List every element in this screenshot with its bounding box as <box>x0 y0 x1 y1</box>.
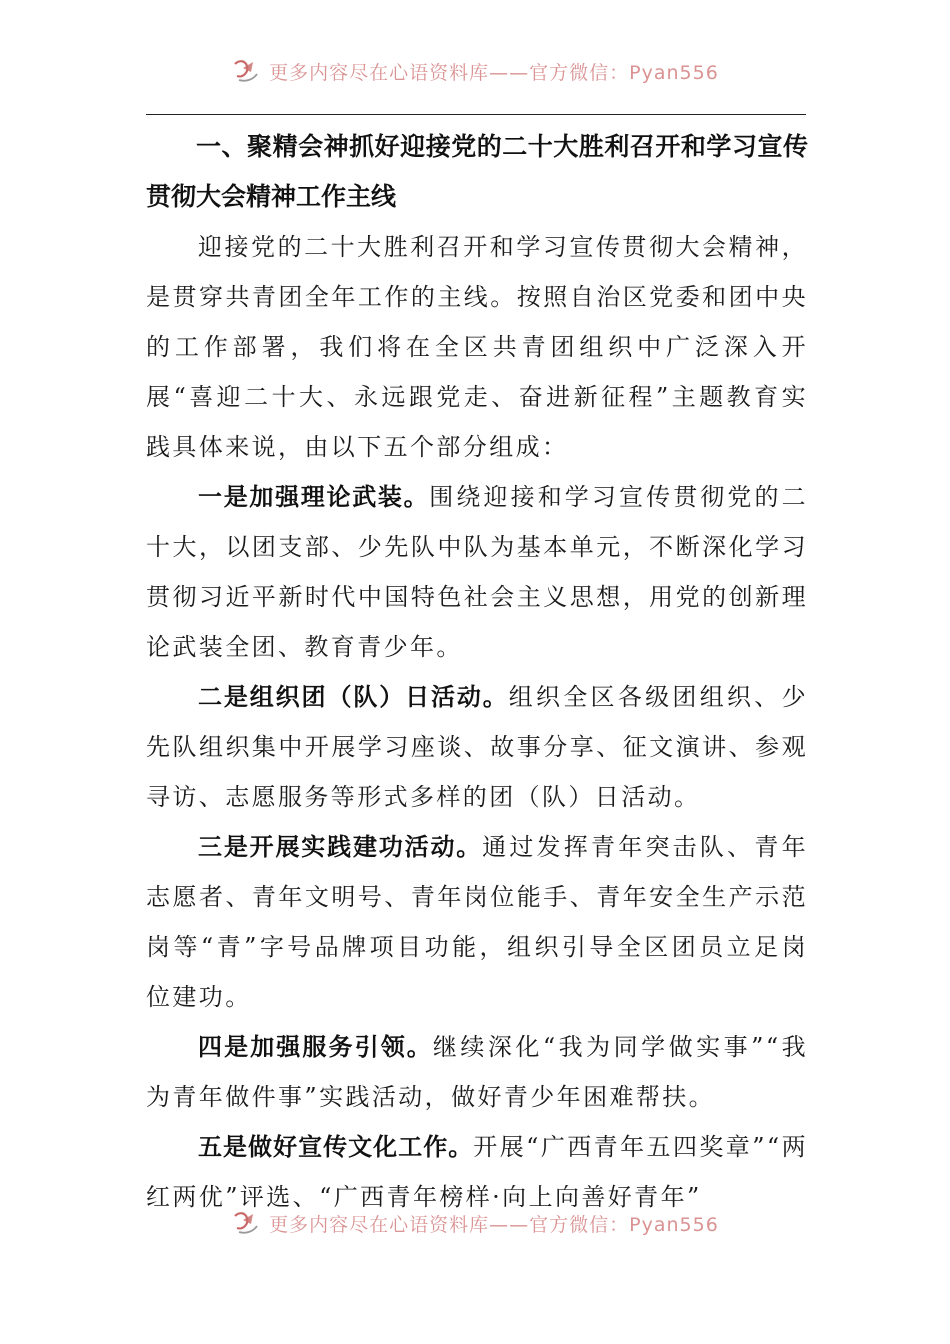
item-lead: 三是开展实践建功活动。 <box>198 833 483 861</box>
item-lead: 五是做好宣传文化工作。 <box>198 1133 474 1161</box>
item-text: 组织全区各级团组织、少先队组织集中开展学习座谈、故事分享、征文演讲、参观寻访、志愿服务等形式多样的团（队）日活动。 <box>146 683 808 811</box>
item-lead: 四是加强服务引领。 <box>198 1033 433 1061</box>
brand-logo-icon <box>231 1210 261 1236</box>
header-watermark <box>0 56 950 86</box>
item-paragraph-4 <box>146 1022 808 1122</box>
watermark-text: 更多内容尽在心语资料库——官方微信：Pyan556 <box>269 61 719 84</box>
header-divider <box>146 114 806 115</box>
watermark-text: 更多内容尽在心语资料库——官方微信：Pyan556 <box>269 1213 719 1236</box>
section-heading: 一、聚精会神抓好迎接党的二十大胜利召开和学习宣传贯彻大会精神工作主线 <box>146 132 808 211</box>
item-paragraph-2 <box>146 672 808 822</box>
item-paragraph-1 <box>146 472 808 672</box>
item-paragraph-5 <box>146 1122 808 1222</box>
item-lead: 一是加强理论武装。 <box>198 483 430 511</box>
footer-watermark <box>0 1208 950 1238</box>
item-text: 开展“广西青年五四奖章”“两红两优”评选、“广西青年榜样·向上向善好青年” <box>146 1133 808 1211</box>
item-text: 继续深化“我为同学做实事”“我为青年做件事”实践活动，做好青少年困难帮扶。 <box>146 1033 809 1111</box>
intro-paragraph: 迎接党的二十大胜利召开和学习宣传贯彻大会精神，是贯穿共青团全年工作的主线。按照自治区党委和团中央的工作部署，我们将在全区共青团组织中广泛深入开展“喜迎二十大、永远跟党走、奋进新征程”主题教育实践具体来说，由以下五个部分组成： <box>146 233 808 461</box>
item-text: 围绕迎接和学习宣传贯彻党的二十大，以团支部、少先队中队为基本单元，不断深化学习贯彻习近平新时代中国特色社会主义思想，用党的创新理论武装全团、教育青少年。 <box>146 483 808 661</box>
item-lead: 二是组织团（队）日活动。 <box>198 683 509 711</box>
item-text: 通过发挥青年突击队、青年志愿者、青年文明号、青年岗位能手、青年安全生产示范岗等“青”字号品牌项目功能，组织引导全区团员立足岗位建功。 <box>146 833 808 1011</box>
document-body <box>146 122 808 1222</box>
brand-logo-icon <box>231 58 261 84</box>
item-paragraph-3 <box>146 822 808 1022</box>
